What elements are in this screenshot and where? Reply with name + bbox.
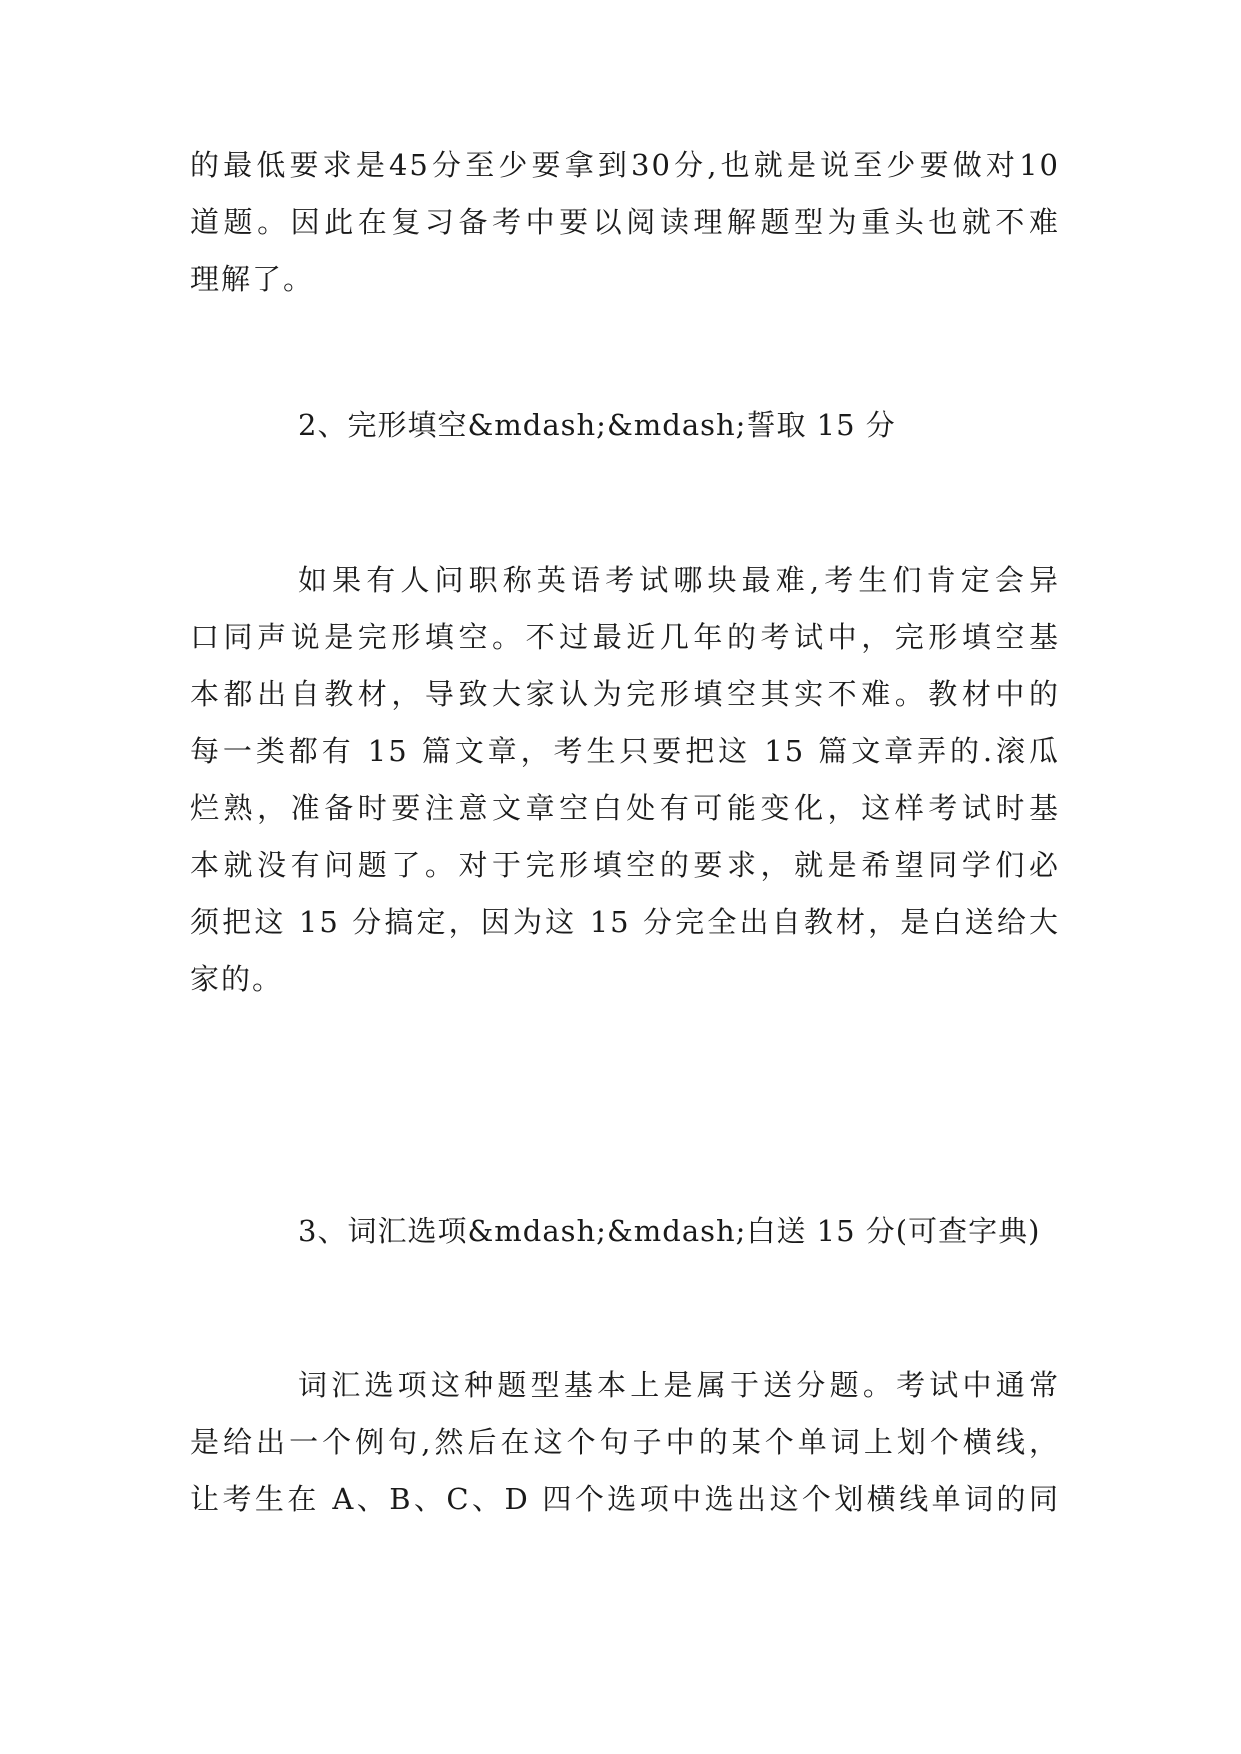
paragraph-line: 烂熟，准备时要注意文章空白处有可能变化，这样考试时基	[190, 791, 1060, 825]
paragraph-line: 如果有人问职称英语考试哪块最难,考生们肯定会异	[298, 563, 1060, 597]
paragraph-line: 须把这 15 分搞定，因为这 15 分完全出自教材，是白送给大	[190, 905, 1060, 939]
section-heading-cloze: 2、完形填空&mdash;&mdash;誓取 15 分	[298, 408, 896, 442]
paragraph-line: 理解了。	[190, 262, 315, 296]
paragraph-line: 本都出自教材，导致大家认为完形填空其实不难。教材中的	[190, 677, 1060, 711]
paragraph-line: 口同声说是完形填空。不过最近几年的考试中，完形填空基	[190, 620, 1060, 654]
paragraph-vocabulary	[190, 1357, 1060, 1528]
paragraph-line: 的最低要求是45分至少要拿到30分,也就是说至少要做对10	[190, 148, 1060, 182]
paragraph-line: 是给出一个例句,然后在这个句子中的某个单词上划个横线，	[190, 1425, 1060, 1459]
paragraph-line: 每一类都有 15 篇文章，考生只要把这 15 篇文章弄的.滚瓜	[190, 734, 1060, 768]
paragraph-reading-requirement	[190, 137, 1060, 308]
paragraph-line: 本就没有问题了。对于完形填空的要求，就是希望同学们必	[190, 848, 1060, 882]
paragraph-line: 家的。	[190, 962, 284, 996]
paragraph-cloze	[190, 552, 1060, 1008]
paragraph-line: 道题。因此在复习备考中要以阅读理解题型为重头也就不难	[190, 205, 1060, 239]
paragraph-line: 词汇选项这种题型基本上是属于送分题。考试中通常	[298, 1368, 1060, 1402]
section-heading-vocabulary: 3、词汇选项&mdash;&mdash;白送 15 分(可查字典)	[298, 1214, 1041, 1248]
paragraph-line: 让考生在 A、B、C、D 四个选项中选出这个划横线单词的同	[190, 1482, 1060, 1516]
